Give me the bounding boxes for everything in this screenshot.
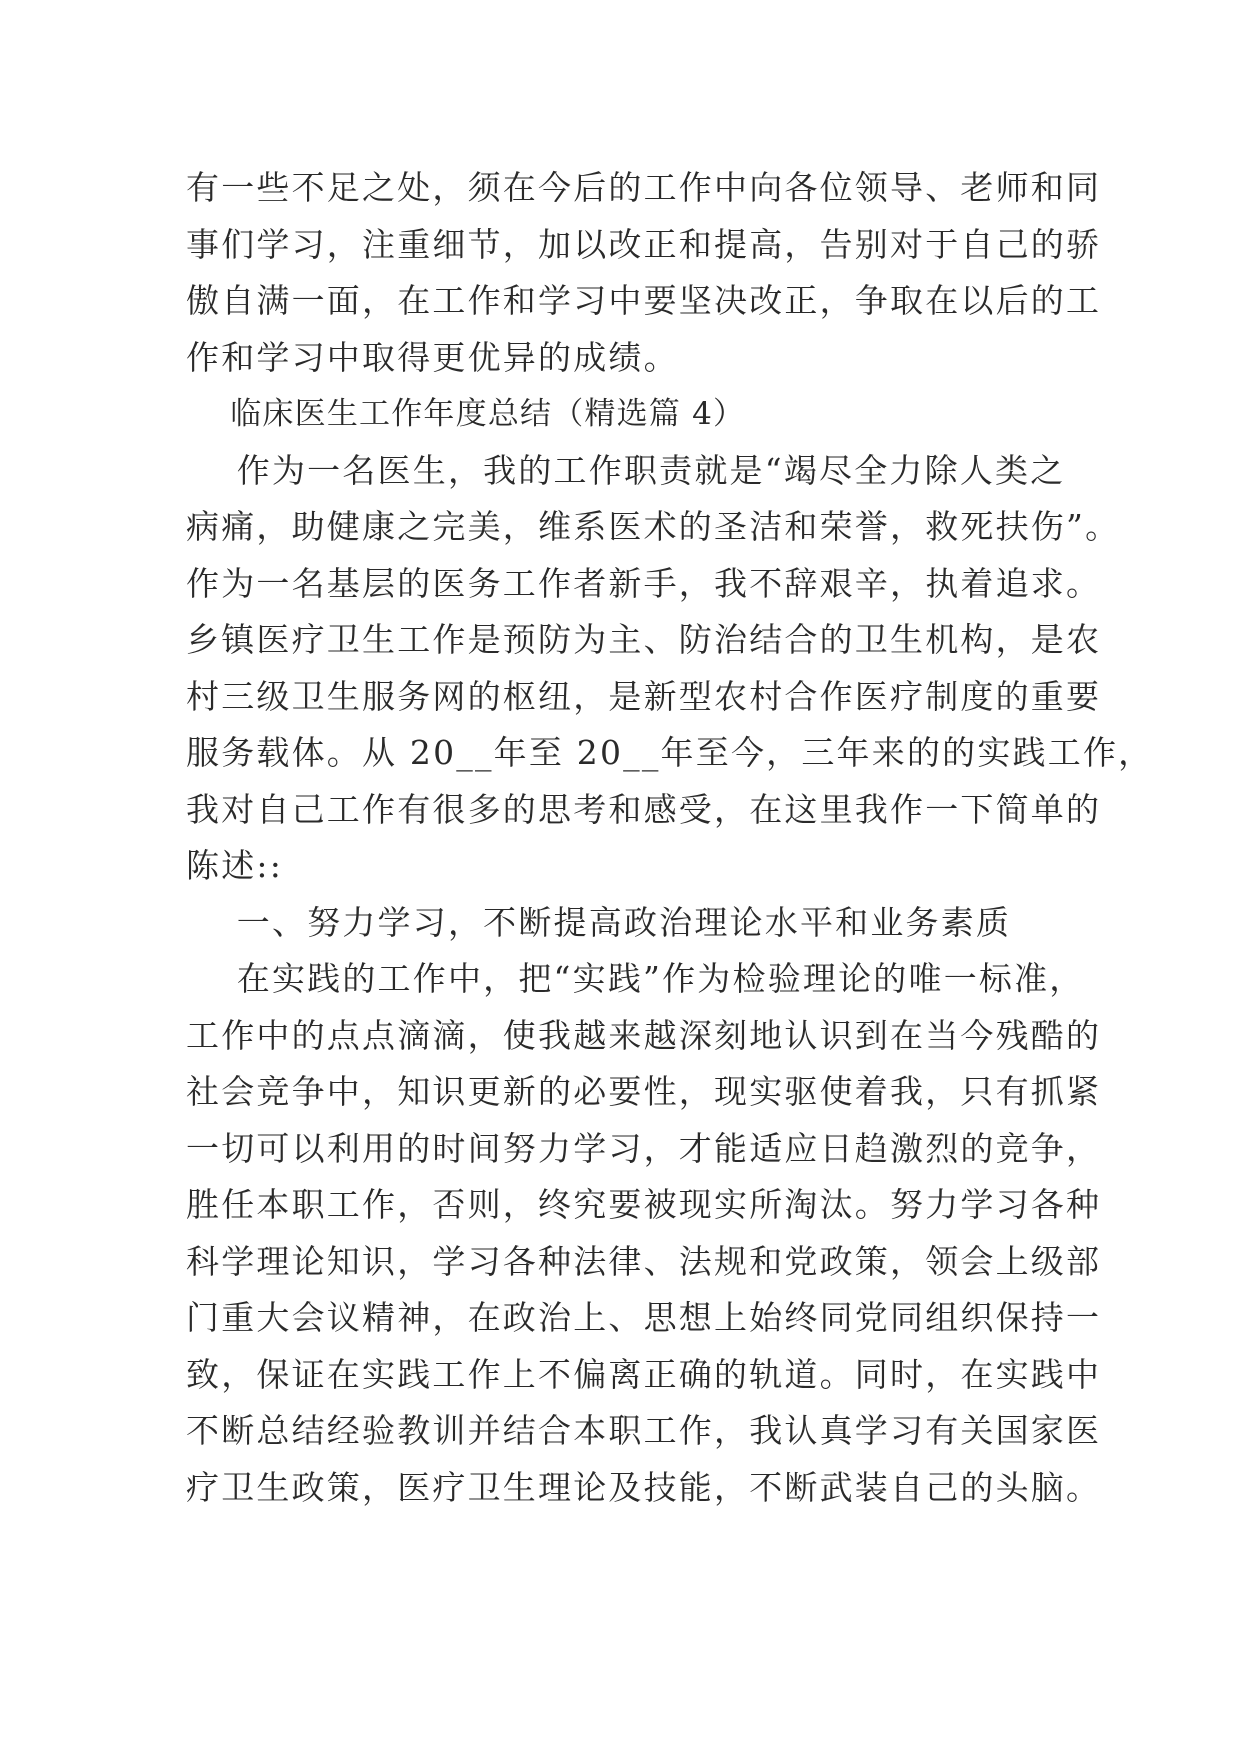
text-line: 疗卫生政策，医疗卫生理论及技能，不断武装自己的头脑。 bbox=[186, 1467, 1102, 1507]
text-line: 有一些不足之处，须在今后的工作中向各位领导、老师和同 bbox=[186, 168, 1102, 207]
text-line: 作和学习中取得更优异的成绩。 bbox=[186, 337, 679, 377]
text-line: 在实践的工作中，把“实践”作为检验理论的唯一标准， bbox=[186, 959, 1085, 998]
text-line: 作为一名医生，我的工作职责就是“竭尽全力除人类之 bbox=[186, 450, 1066, 490]
text-line: 乡镇医疗卫生工作是预防为主、防治结合的卫生机构，是农 bbox=[186, 620, 1102, 659]
text-line: 不断总结经验教训并结合本职工作，我认真学习有关国家医 bbox=[186, 1411, 1102, 1450]
subsection-heading: 一、努力学习，不断提高政治理论水平和业务素质 bbox=[186, 902, 1012, 942]
text-line: 村三级卫生服务网的枢纽，是新型农村合作医疗制度的重要 bbox=[186, 676, 1102, 716]
text-line: 致，保证在实践工作上不偏离正确的轨道。同时，在实践中 bbox=[186, 1354, 1102, 1394]
text-line: 胜任本职工作，否则，终究要被现实所淘汰。努力学习各种 bbox=[186, 1185, 1102, 1224]
text-line: 服务载体。从 20__年至 20__年至今，三年来的的实践工作， bbox=[186, 733, 1154, 772]
text-line: 傲自满一面，在工作和学习中要坚决改正，争取在以后的工 bbox=[186, 281, 1102, 320]
text-line: 科学理论知识，学习各种法律、法规和党政策，领会上级部 bbox=[186, 1241, 1102, 1281]
text-line: 事们学习，注重细节，加以改正和提高，告别对于自己的骄 bbox=[186, 224, 1102, 264]
text-line: 一切可以利用的时间努力学习，才能适应日趋激烈的竞争， bbox=[186, 1128, 1102, 1168]
text-line: 门重大会议精神，在政治上、思想上始终同党同组织保持一 bbox=[186, 1298, 1102, 1337]
text-line: 我对自己工作有很多的思考和感受，在这里我作一下简单的 bbox=[186, 789, 1102, 829]
section-title: 临床医生工作年度总结（精选篇 4） bbox=[186, 396, 746, 432]
text-line: 病痛，助健康之完美，维系医术的圣洁和荣誉，救死扶伤”。 bbox=[186, 507, 1121, 546]
text-line: 陈述:: bbox=[186, 846, 284, 885]
text-line: 作为一名基层的医务工作者新手，我不辞艰辛，执着追求。 bbox=[186, 563, 1102, 603]
text-line: 工作中的点点滴滴，使我越来越深刻地认识到在当今残酷的 bbox=[186, 1015, 1102, 1055]
document-body bbox=[186, 160, 1154, 1516]
text-line: 社会竞争中，知识更新的必要性，现实驱使着我，只有抓紧 bbox=[186, 1072, 1102, 1111]
